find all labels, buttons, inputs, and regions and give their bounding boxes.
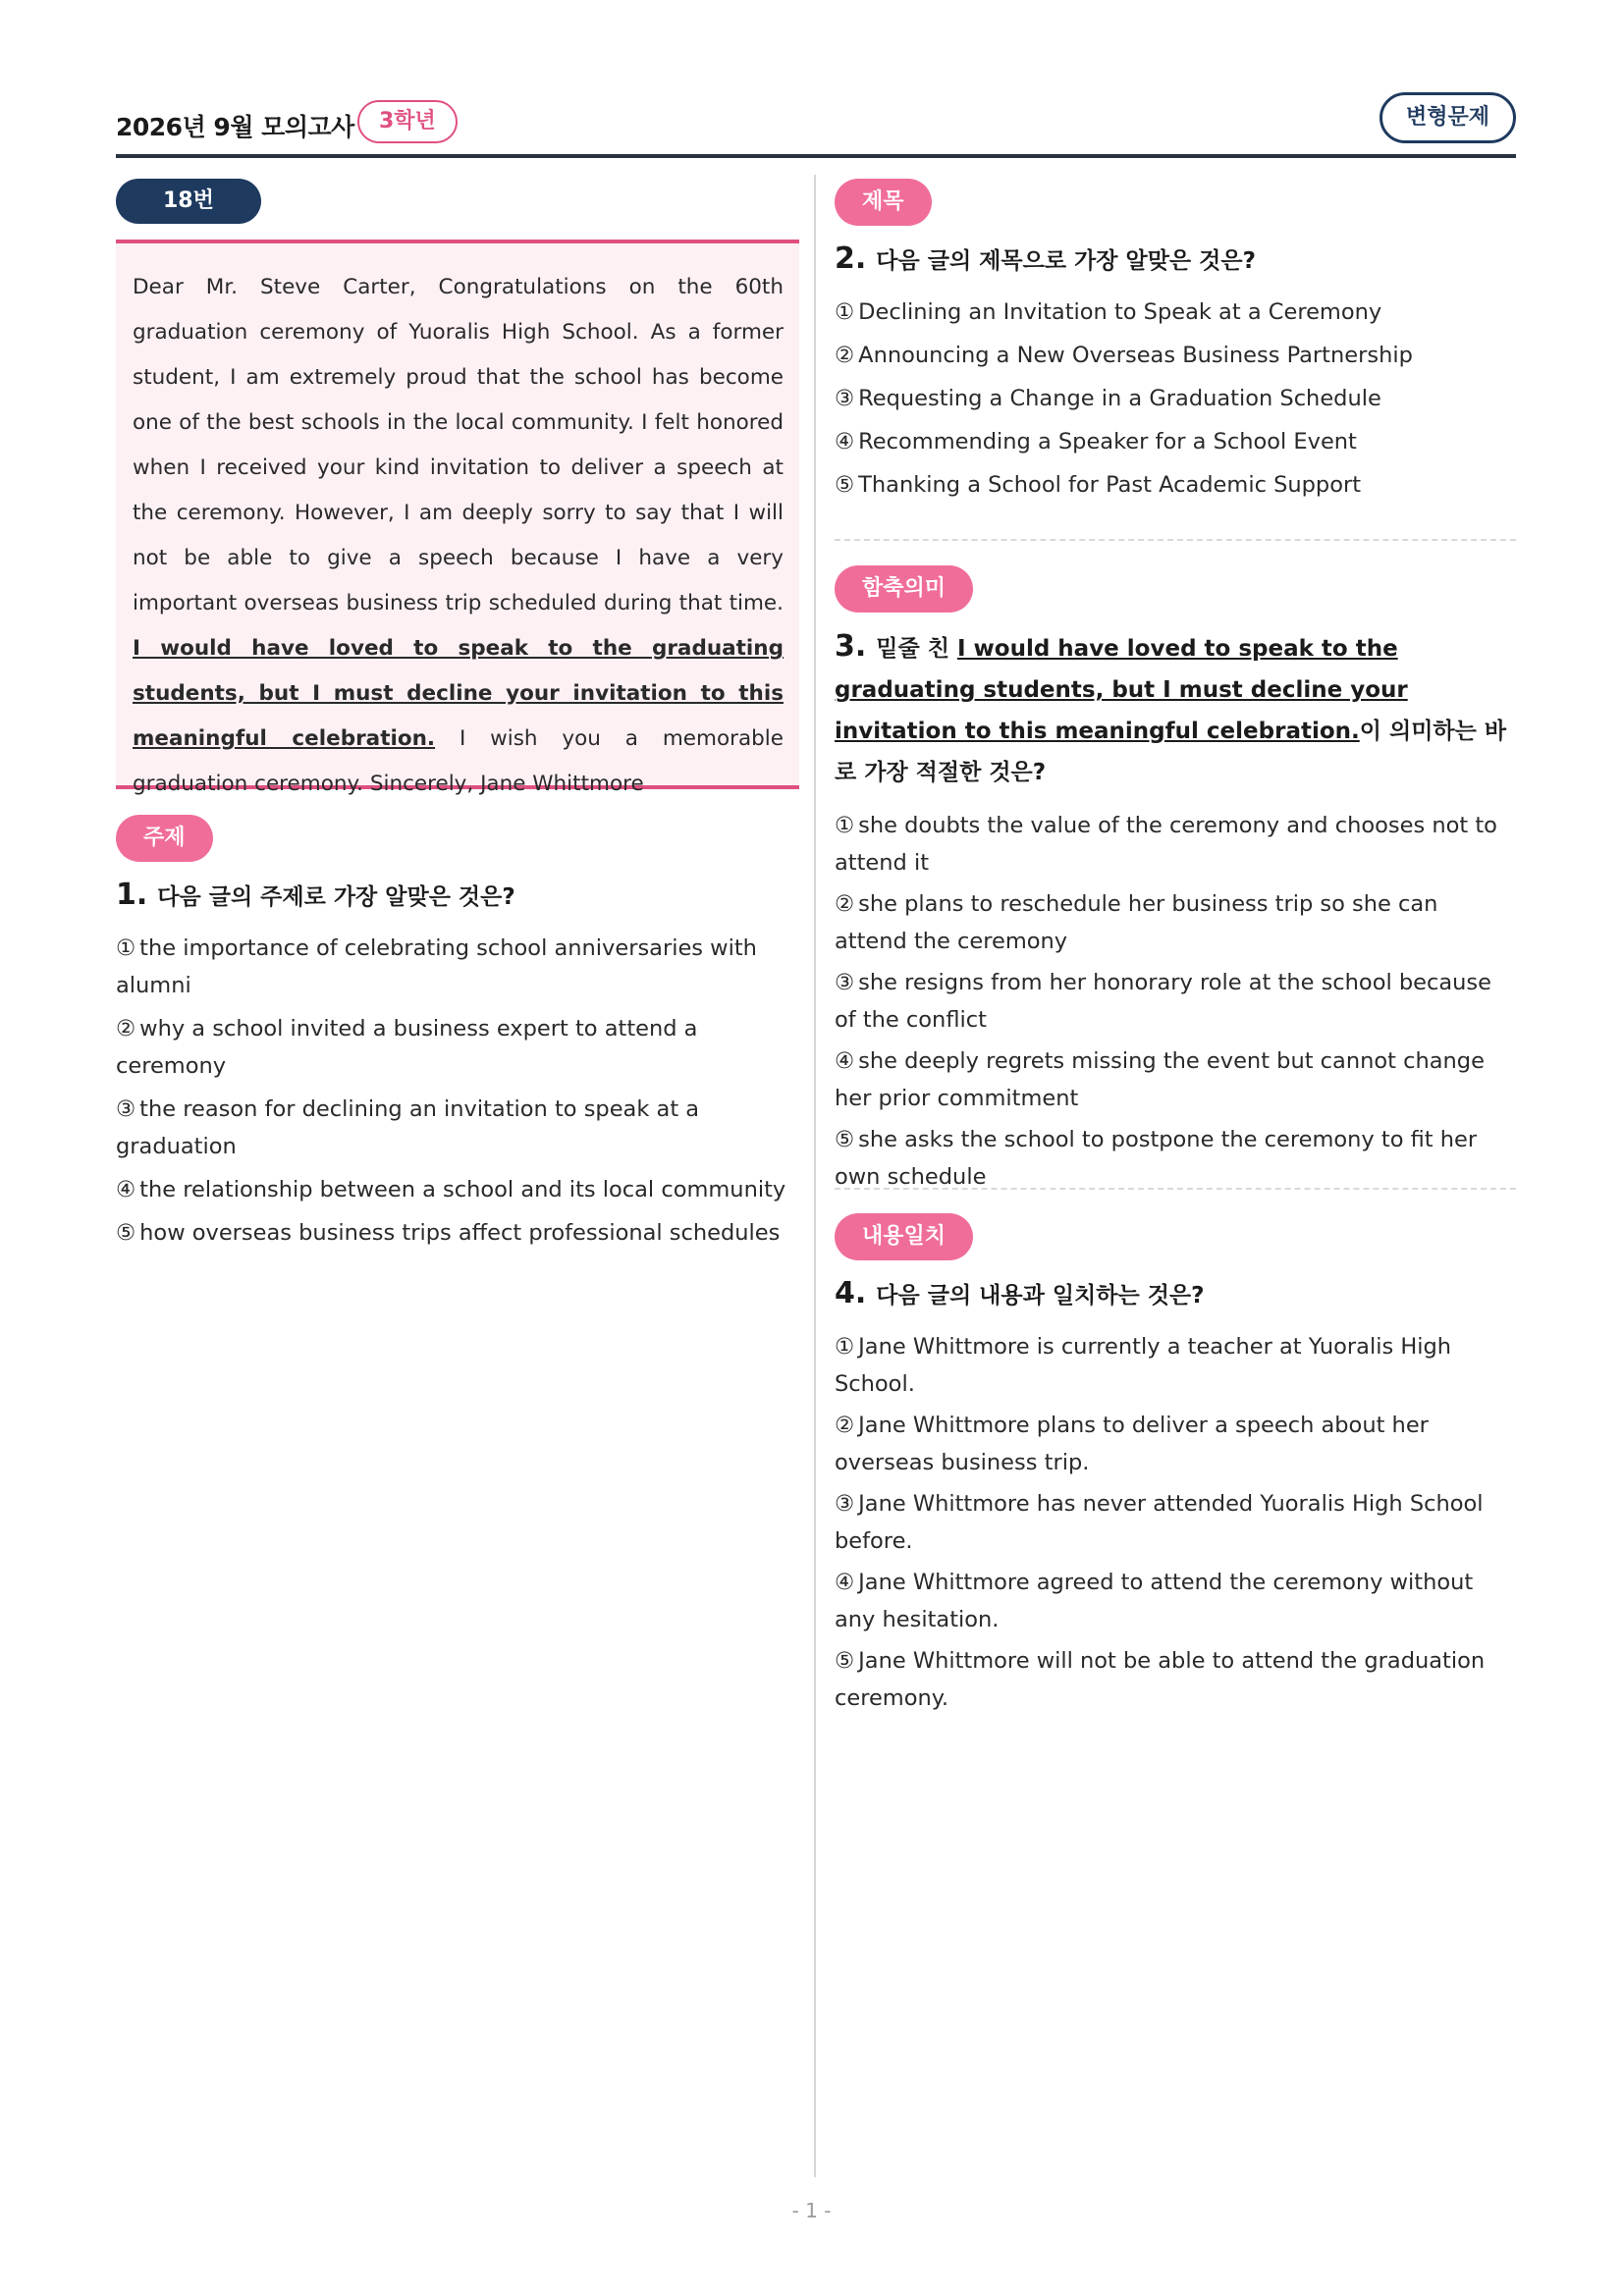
question-tag: 제목 [835, 179, 932, 226]
option-item[interactable] [835, 1121, 1516, 1196]
option-marker: ④ [835, 1570, 855, 1595]
option-text: she asks the school to postpone the ceremony to fit her own schedule [835, 1127, 1478, 1190]
question-tag: 주제 [116, 815, 213, 862]
question-title-suffix: 이 의미하는 바로 가장 적절한 것은? [835, 719, 1507, 785]
option-item[interactable] [835, 885, 1516, 960]
option-marker: ⑤ [835, 1127, 855, 1152]
passage-text [133, 265, 784, 807]
option-list [835, 294, 1516, 504]
option-marker: ① [835, 813, 855, 838]
question-tag: 함축의미 [835, 565, 973, 613]
option-text: Jane Whittmore plans to deliver a speech about her overseas business trip. [835, 1413, 1429, 1475]
option-item[interactable] [835, 807, 1516, 881]
question-tag: 내용일치 [835, 1213, 973, 1260]
passage-text-before: Dear Mr. Steve Carter, Congratulations on the 60th graduation ceremony of Yuoralis High School. As a former student, I am extremely proud that the school has become one of the best schools in the local community. I felt honored when I received your kind invitation to deliver a speech at the ceremony. However, I am deeply sorry to say that I will not be able to give a speech because I have a very important overseas business trip scheduled during that time. [133, 275, 784, 615]
option-marker: ③ [835, 1491, 855, 1517]
section-divider [835, 1188, 1516, 1190]
question-1 [116, 815, 799, 1252]
option-marker: ② [835, 891, 855, 917]
option-item[interactable] [116, 1091, 799, 1165]
option-text: why a school invited a business expert to attend a ceremony [116, 1016, 698, 1079]
option-text: Thanking a School for Past Academic Support [858, 472, 1362, 498]
option-marker: ② [835, 343, 855, 368]
option-item[interactable] [835, 1642, 1516, 1717]
question-title-underlined: I would have loved to speak to the graduating students, but I must decline your invitation to this meaningful celebration. [835, 636, 1408, 744]
question-number: 4. [835, 1276, 867, 1310]
option-item[interactable] [835, 466, 1516, 504]
option-text: she resigns from her honorary role at the school because of the conflict [835, 970, 1491, 1033]
question-title [835, 1276, 1516, 1310]
option-item[interactable] [116, 1010, 799, 1085]
left-column [116, 179, 799, 1246]
question-title [116, 878, 799, 912]
option-text: she plans to reschedule her business trip so she can attend the ceremony [835, 891, 1438, 954]
question-number: 2. [835, 241, 867, 276]
option-item[interactable] [835, 1042, 1516, 1117]
option-marker: ① [116, 935, 136, 961]
option-text: Declining an Invitation to Speak at a Ceremony [858, 299, 1382, 325]
option-item[interactable] [116, 1171, 799, 1208]
question-number: 1. [116, 878, 148, 912]
option-marker: ② [835, 1413, 855, 1438]
option-text: the importance of celebrating school anniversaries with alumni [116, 935, 757, 998]
option-text: Recommending a Speaker for a School Event [858, 429, 1357, 454]
option-text: she doubts the value of the ceremony and chooses not to attend it [835, 813, 1497, 876]
option-marker: ⑤ [835, 472, 855, 498]
option-item[interactable] [116, 930, 799, 1004]
option-marker: ③ [116, 1096, 136, 1122]
column-divider [814, 175, 816, 2177]
option-text: Requesting a Change in a Graduation Schedule [858, 386, 1381, 411]
option-marker: ① [835, 299, 855, 325]
question-number: 3. [835, 629, 867, 664]
option-text: she deeply regrets missing the event but cannot change her prior commitment [835, 1048, 1485, 1111]
header-divider [116, 154, 1516, 158]
option-text: how overseas business trips affect professional schedules [139, 1220, 781, 1246]
exam-title: 2026년 9월 모의고사 [116, 113, 354, 141]
option-item[interactable] [835, 1564, 1516, 1638]
option-text: Jane Whittmore is currently a teacher at Yuoralis High School. [835, 1334, 1452, 1397]
option-marker: ② [116, 1016, 136, 1041]
question-2 [835, 179, 1516, 504]
question-title-text: 다음 글의 제목으로 가장 알맞은 것은? [876, 248, 1256, 274]
question-title-prefix: 밑줄 친 [876, 636, 957, 662]
option-marker: ⑤ [116, 1220, 136, 1246]
question-4 [835, 1213, 1516, 1717]
option-item[interactable] [835, 380, 1516, 417]
option-marker: ④ [835, 429, 855, 454]
option-text: the reason for declining an invitation to speak at a graduation [116, 1096, 700, 1159]
option-list [835, 807, 1516, 1196]
option-marker: ③ [835, 386, 855, 411]
question-title [835, 241, 1516, 276]
passage-underlined-sentence: I would have loved to speak to the graduating students, but I must decline your invitation to this meaningful celebration. [133, 636, 784, 751]
question-title-text: 다음 글의 내용과 일치하는 것은? [876, 1283, 1205, 1308]
section-divider [835, 539, 1516, 541]
option-text: Announcing a New Overseas Business Partnership [858, 343, 1413, 368]
option-item[interactable] [835, 1407, 1516, 1481]
passage-box [116, 240, 799, 796]
variant-badge: 변형문제 [1380, 92, 1516, 143]
option-marker: ③ [835, 970, 855, 995]
option-text: Jane Whittmore has never attended Yuoralis High School before. [835, 1491, 1484, 1554]
option-item[interactable] [116, 1214, 799, 1252]
passage-text-after: I wish you a memorable graduation ceremony. Sincerely, Jane Whittmore [133, 726, 784, 796]
question-3 [835, 565, 1516, 1196]
option-marker: ⑤ [835, 1648, 855, 1674]
option-item[interactable] [835, 337, 1516, 374]
option-item[interactable] [835, 964, 1516, 1039]
option-list [835, 1328, 1516, 1717]
option-text: Jane Whittmore agreed to attend the ceremony without any hesitation. [835, 1570, 1474, 1632]
page-number: - 1 - [791, 2199, 832, 2222]
option-text: the relationship between a school and its local community [139, 1177, 786, 1202]
option-marker: ① [835, 1334, 855, 1360]
option-item[interactable] [835, 1485, 1516, 1560]
option-text: Jane Whittmore will not be able to attend the graduation ceremony. [835, 1648, 1486, 1711]
option-list [116, 930, 799, 1252]
page-header [116, 96, 1516, 157]
passage-number-badge: 18번 [116, 179, 261, 224]
question-title [835, 626, 1516, 793]
grade-badge: 3학년 [357, 100, 458, 143]
option-item[interactable] [835, 294, 1516, 331]
option-item[interactable] [835, 1328, 1516, 1403]
question-title-text: 다음 글의 주제로 가장 알맞은 것은? [157, 884, 515, 910]
option-marker: ④ [835, 1048, 855, 1074]
option-item[interactable] [835, 423, 1516, 460]
option-marker: ④ [116, 1177, 136, 1202]
